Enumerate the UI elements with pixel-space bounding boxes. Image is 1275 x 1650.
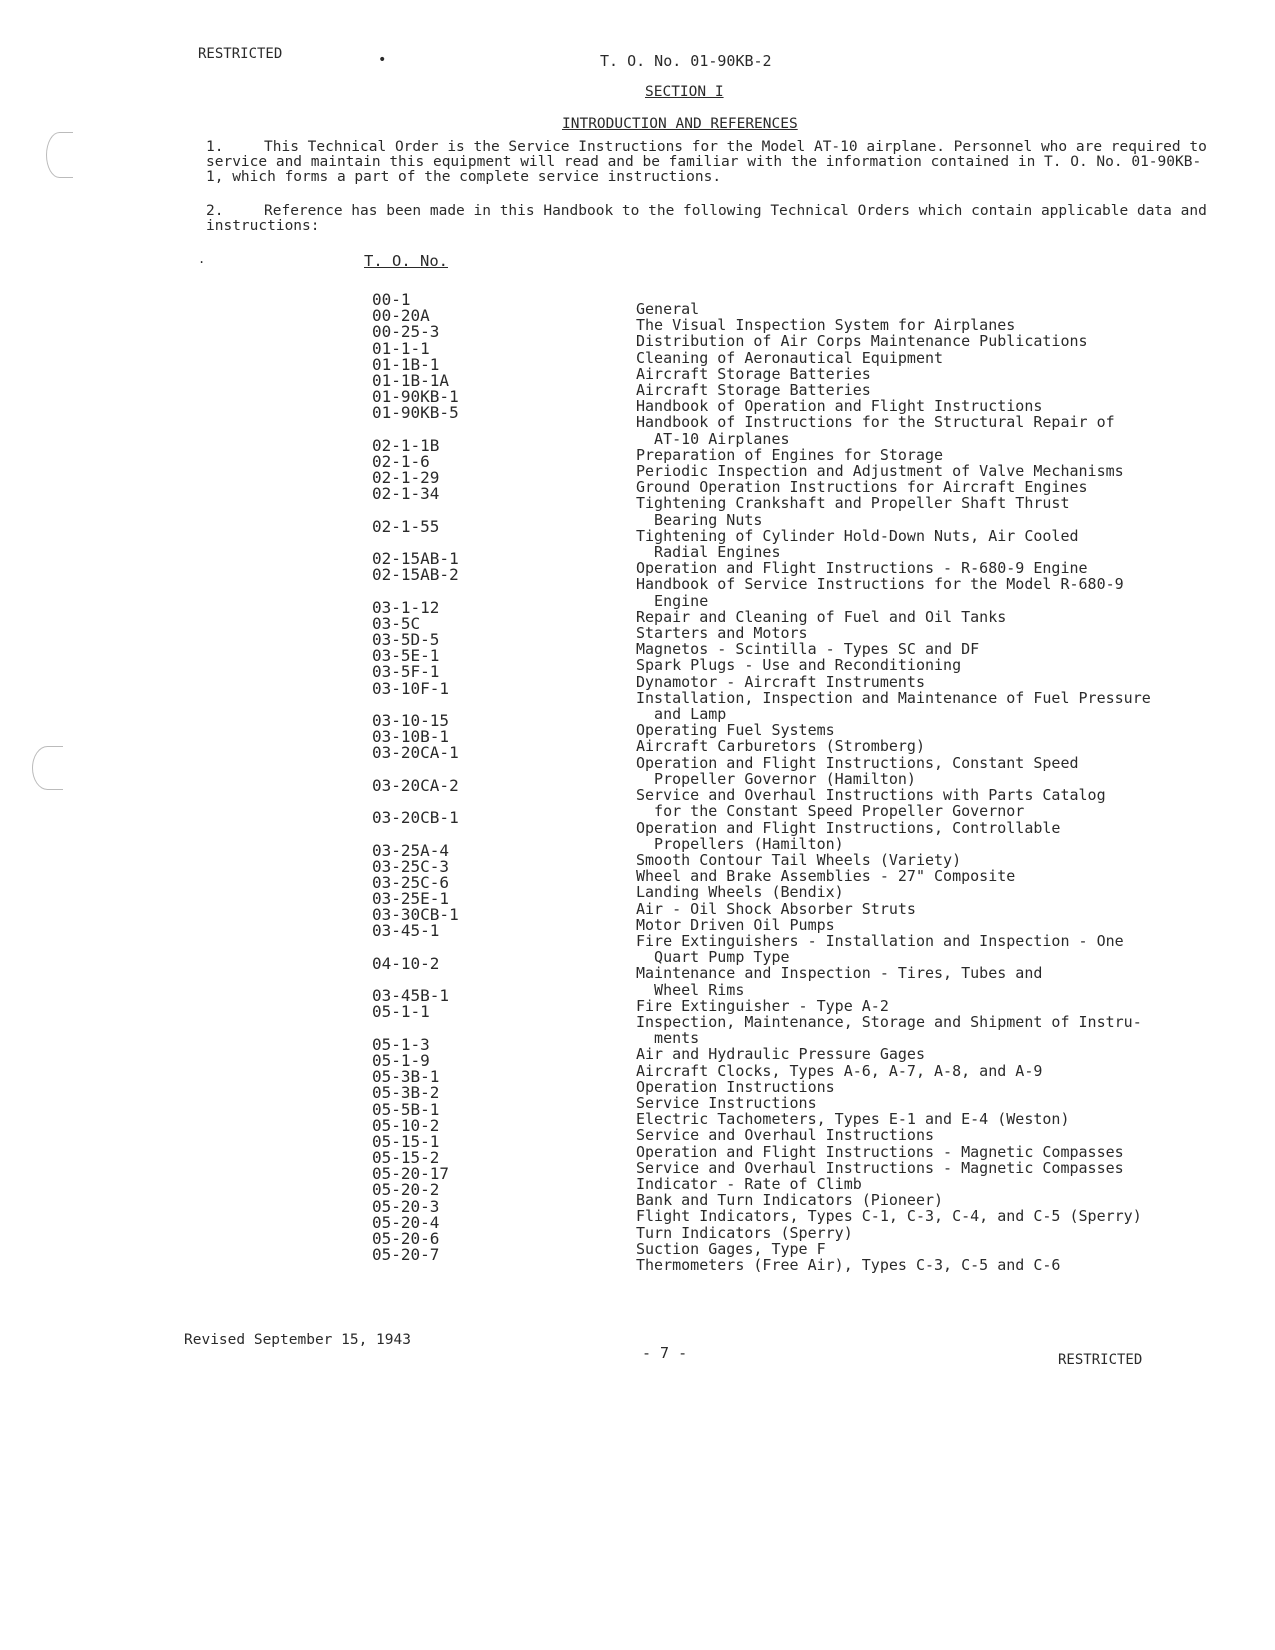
table-header: T. O. No.	[364, 252, 448, 270]
reference-description: The Visual Inspection System for Airplanes	[636, 316, 1016, 335]
to-number: T. O. No. 01-90KB-2	[600, 52, 772, 70]
reference-code: 04-10-2	[372, 953, 440, 973]
reference-codes	[372, 292, 602, 1263]
reference-description: Magnetos - Scintilla - Types SC and DF	[636, 640, 980, 659]
reference-description: Motor Driven Oil Pumps	[636, 915, 835, 934]
reference-description: Operation and Flight Instructions - Magnetic Compasses	[636, 1142, 1124, 1161]
reference-description: Periodic Inspection and Adjustment of Valve Mechanisms	[636, 462, 1124, 481]
reference-description: Fire Extinguisher - Type A-2	[636, 996, 889, 1015]
reference-code: 03-10B-1	[372, 727, 450, 747]
reference-code: 05-3B-1	[372, 1067, 440, 1087]
reference-description: Suction Gages, Type F	[636, 1239, 826, 1258]
reference-code: 05-20-7	[372, 1245, 440, 1265]
paragraph-number: 2.	[206, 203, 224, 219]
reference-code: 05-20-6	[372, 1229, 440, 1249]
reference-code: 02-15AB-1	[372, 549, 459, 569]
reference-code: 00-20A	[372, 306, 430, 326]
reference-code: 03-25C-6	[372, 872, 450, 892]
reference-code: 03-25C-3	[372, 856, 450, 876]
reference-code: 01-1B-1	[372, 354, 440, 374]
paragraph-text: Reference has been made in this Handbook to the following Technical Orders which contain applicable data and instructions:	[206, 203, 1207, 234]
reference-description: Aircraft Storage Batteries	[636, 381, 871, 400]
reference-code: 03-5F-1	[372, 662, 440, 682]
reference-description: Spark Plugs - Use and Reconditioning	[636, 656, 962, 675]
reference-description: Bank and Turn Indicators (Pioneer)	[636, 1191, 944, 1210]
reference-description: Handbook of Operation and Flight Instructions	[636, 397, 1043, 416]
page-number: - 7 -	[642, 1344, 688, 1362]
reference-description: Aircraft Clocks, Types A-6, A-7, A-8, and A-9	[636, 1061, 1043, 1080]
reference-description: Installation, Inspection and Maintenance of Fuel Pressure	[636, 688, 1151, 707]
reference-code: 01-90KB-1	[372, 387, 459, 407]
reference-description: Operating Fuel Systems	[636, 721, 835, 740]
reference-code: 02-1-55	[372, 516, 440, 536]
reference-code: 03-10-15	[372, 710, 450, 730]
reference-code: 05-20-4	[372, 1212, 440, 1232]
reference-code: 05-5B-1	[372, 1099, 440, 1119]
reference-code: 01-1-1	[372, 338, 430, 358]
reference-description: Starters and Motors	[636, 624, 808, 643]
reference-description: Landing Wheels (Bendix)	[636, 883, 844, 902]
reference-description: Aircraft Storage Batteries	[636, 364, 871, 383]
reference-description: Service and Overhaul Instructions with Parts Catalog	[636, 786, 1106, 805]
reference-code: 03-5C	[372, 613, 421, 633]
reference-description: Engine	[636, 591, 709, 610]
reference-code: 05-1-1	[372, 1002, 430, 1022]
reference-code: 02-1-1B	[372, 435, 440, 455]
reference-description: Quart Pump Type	[636, 948, 790, 967]
paragraph-2	[206, 204, 1216, 234]
reference-code: 03-30CB-1	[372, 905, 459, 925]
reference-code: 03-25A-4	[372, 840, 450, 860]
reference-code: 03-45B-1	[372, 986, 450, 1006]
reference-description: Propellers (Hamilton)	[636, 834, 844, 853]
reference-description: General	[636, 300, 700, 318]
reference-code: 03-20CA-2	[372, 775, 459, 795]
stray-dot: .	[198, 252, 206, 266]
reference-description: Maintenance and Inspection - Tires, Tubes and	[636, 964, 1043, 983]
reference-description: Operation and Flight Instructions, Controllable	[636, 818, 1061, 837]
reference-code: 05-20-3	[372, 1196, 440, 1216]
reference-description: Repair and Cleaning of Fuel and Oil Tanks	[636, 607, 1007, 626]
restricted-bottom: RESTRICTED	[1058, 1352, 1143, 1368]
reference-code: 05-20-2	[372, 1180, 440, 1200]
section-title: INTRODUCTION AND REFERENCES	[562, 116, 798, 132]
reference-description: Cleaning of Aeronautical Equipment	[636, 348, 944, 367]
reference-code: 01-90KB-5	[372, 403, 459, 423]
reference-description: Electric Tachometers, Types E-1 and E-4 (Weston)	[636, 1110, 1070, 1129]
reference-code: 02-1-29	[372, 468, 440, 488]
reference-code: 05-1-9	[372, 1050, 430, 1070]
reference-description: Tightening of Cylinder Hold-Down Nuts, Air Cooled	[636, 526, 1079, 545]
reference-description: Bearing Nuts	[636, 510, 763, 529]
reference-code: 00-25-3	[372, 322, 440, 342]
paragraph-text: This Technical Order is the Service Instructions for the Model AT-10 airplane. Personnel who are required to service and maintain this equipment will read and be familiar with the information contained in T. O. No. 01-90KB-1, which forms a part of the complete service instructions.	[206, 139, 1207, 185]
reference-code: 05-3B-2	[372, 1083, 440, 1103]
reference-description: Service and Overhaul Instructions - Magnetic Compasses	[636, 1158, 1124, 1177]
reference-description: Distribution of Air Corps Maintenance Publications	[636, 332, 1088, 351]
restricted-top: RESTRICTED	[198, 46, 283, 62]
reference-code: 05-15-1	[372, 1131, 440, 1151]
reference-code: 03-20CB-1	[372, 808, 459, 828]
reference-code: 05-15-2	[372, 1148, 440, 1168]
reference-description: Flight Indicators, Types C-1, C-3, C-4, and C-5 (Sperry)	[636, 1207, 1142, 1226]
paragraph-number: 1.	[206, 139, 224, 155]
bullet-dot: •	[378, 52, 387, 68]
reference-description: Dynamotor - Aircraft Instruments	[636, 672, 925, 691]
reference-description: Thermometers (Free Air), Types C-3, C-5 and C-6	[636, 1255, 1061, 1274]
reference-code: 03-5E-1	[372, 646, 440, 666]
reference-description: Air - Oil Shock Absorber Struts	[636, 899, 916, 918]
reference-description: Tightening Crankshaft and Propeller Shaft Thrust	[636, 494, 1070, 513]
reference-code: 03-10F-1	[372, 678, 450, 698]
reference-description: Service Instructions	[636, 1093, 817, 1112]
reference-description: ments	[636, 1029, 700, 1048]
reference-description: Operation and Flight Instructions, Constant Speed	[636, 753, 1079, 772]
reference-code: 02-15AB-2	[372, 565, 459, 585]
reference-code: 02-1-6	[372, 451, 430, 471]
reference-code: 03-5D-5	[372, 630, 440, 649]
reference-code: 02-1-34	[372, 484, 440, 504]
reference-description: Handbook of Instructions for the Structural Repair of	[636, 413, 1115, 432]
reference-description: Air and Hydraulic Pressure Gages	[636, 1045, 925, 1064]
reference-code: 03-25E-1	[372, 889, 450, 909]
reference-code: 03-20CA-1	[372, 743, 459, 763]
reference-description: Operation and Flight Instructions - R-680-9 Engine	[636, 559, 1088, 578]
reference-description: Turn Indicators (Sperry)	[636, 1223, 853, 1242]
paragraph-1	[206, 140, 1216, 185]
reference-description: Radial Engines	[636, 543, 781, 562]
reference-code: 05-1-3	[372, 1034, 430, 1054]
reference-description: Wheel Rims	[636, 980, 745, 999]
section-heading: SECTION I	[645, 84, 724, 100]
reference-description: Indicator - Rate of Climb	[636, 1174, 862, 1193]
margin-mark	[32, 746, 63, 790]
reference-description: Operation Instructions	[636, 1077, 835, 1096]
reference-description: and Lamp	[636, 705, 727, 724]
margin-mark	[46, 132, 73, 178]
reference-description: Aircraft Carburetors (Stromberg)	[636, 737, 925, 756]
reference-code: 05-20-17	[372, 1164, 450, 1184]
reference-code: 01-1B-1A	[372, 370, 450, 390]
reference-description: Propeller Governor (Hamilton)	[636, 769, 916, 788]
revised-date: Revised September 15, 1943	[184, 1332, 411, 1348]
reference-descriptions	[636, 301, 1216, 1273]
reference-description: for the Constant Speed Propeller Governor	[636, 802, 1025, 821]
reference-code: 03-1-12	[372, 597, 440, 617]
reference-description: Fire Extinguishers - Installation and Inspection - One	[636, 931, 1124, 950]
reference-description: Service and Overhaul Instructions	[636, 1126, 935, 1145]
reference-description: Wheel and Brake Assemblies - 27" Composite	[636, 867, 1016, 886]
reference-code: 03-45-1	[372, 921, 440, 941]
reference-description: AT-10 Airplanes	[636, 429, 790, 448]
reference-description: Handbook of Service Instructions for the Model R-680-9	[636, 575, 1124, 594]
reference-description: Inspection, Maintenance, Storage and Shipment of Instru-	[636, 1012, 1142, 1031]
reference-code: 05-10-2	[372, 1115, 440, 1135]
reference-description: Preparation of Engines for Storage	[636, 445, 944, 464]
reference-code: 00-1	[372, 290, 411, 309]
reference-description: Smooth Contour Tail Wheels (Variety)	[636, 850, 962, 869]
reference-description: Ground Operation Instructions for Aircraft Engines	[636, 478, 1088, 497]
